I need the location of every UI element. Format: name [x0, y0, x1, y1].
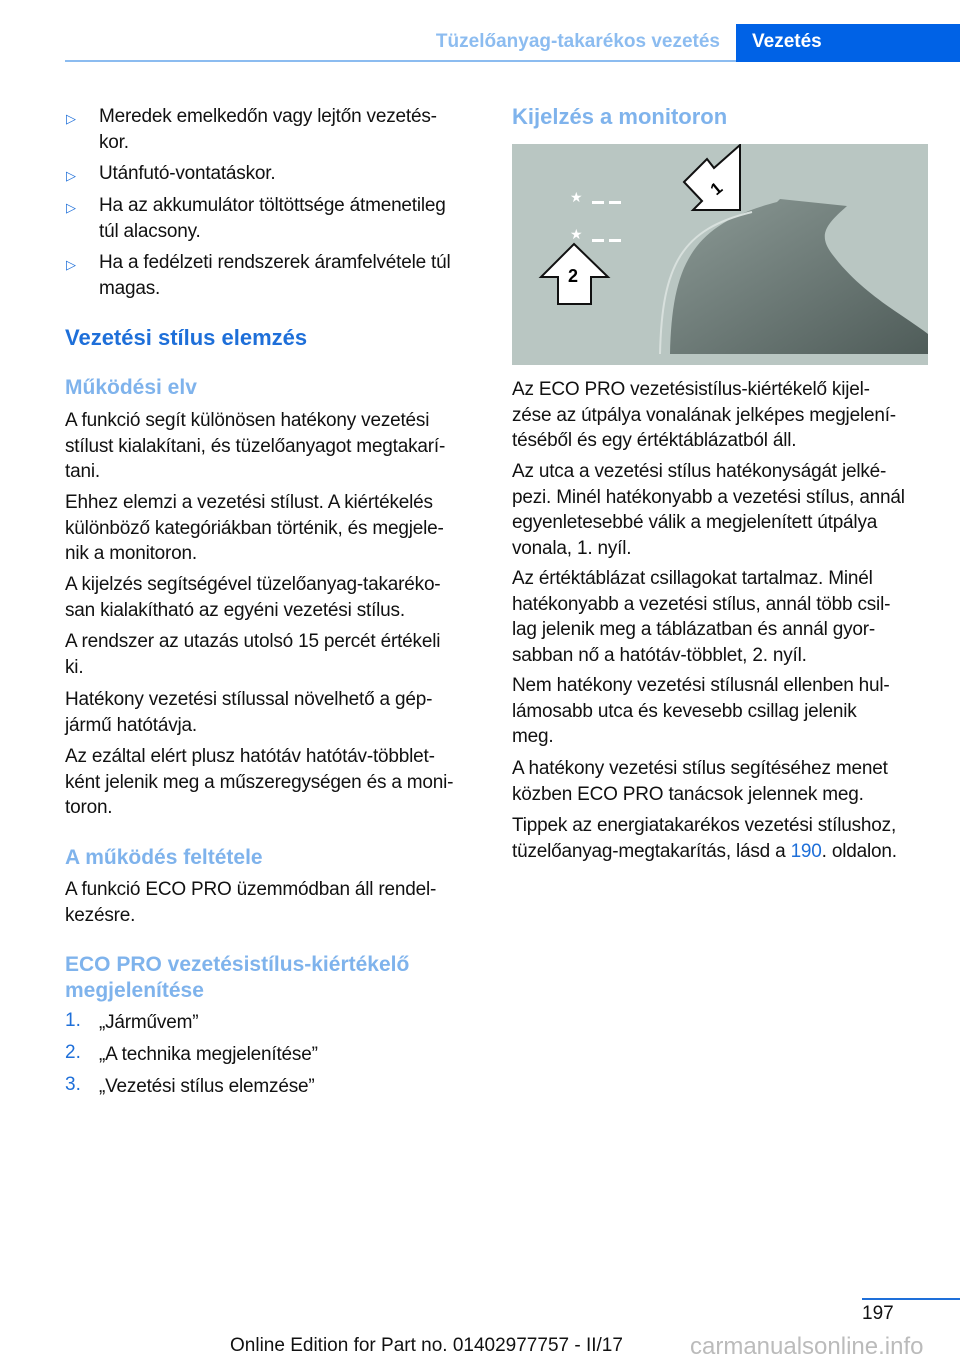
step-number: 3. [65, 1074, 81, 1095]
paragraph: Hatékony vezetési stílussal növelhető a gép- jármű hatótávja. [65, 689, 433, 736]
section-heading: Vezetési stílus elemzés [65, 325, 308, 350]
edition-text: Online Edition for Part no. 01402977757 - II/17 [230, 1335, 623, 1356]
step-number: 1. [65, 1010, 81, 1031]
paragraph: Az ECO PRO vezetésistílus-kiértékelő kijel- zése az útpálya vonalának jelképes megjelení- téséből és egy értéktáblázatból áll. [512, 379, 896, 451]
subsection-heading: Működési elv [65, 376, 197, 399]
bullet-item: Meredek emelkedőn vagy lejtőn vezetés- kor. [99, 106, 437, 153]
paragraph: A funkció segít különösen hatékony vezetési stílust kialakítani, és tüzelőanyagot megtakarí- tani. [65, 410, 446, 482]
paragraph: A hatékony vezetési stílus segítéséhez menet közben ECO PRO tanácsok jelennek meg. [512, 758, 888, 805]
bullet-item: Utánfutó-vontatáskor. [99, 163, 276, 184]
watermark: carmanualsonline.info [690, 1333, 924, 1360]
arrow-2-label: 2 [568, 266, 579, 286]
header-section-title: Tüzelőanyag-takarékos vezetés [435, 31, 720, 52]
paragraph [512, 813, 897, 864]
triangle-right-icon: ▷ [66, 111, 76, 126]
step-number: 2. [65, 1042, 81, 1063]
triangle-right-icon: ▷ [66, 200, 76, 215]
subsection-heading: ECO PRO vezetésistílus-kiértékelő megjelenítése [65, 953, 410, 1002]
footer-rule [862, 1298, 960, 1300]
paragraph: Nem hatékony vezetési stílusnál ellenben hul- lámosabb utca és kevesebb csillag jelenik meg. [512, 675, 890, 747]
paragraph: Ehhez elemzi a vezetési stílust. A kiértékelés különböző kategóriákban történik, és megjele- nik a monitoron. [65, 492, 444, 564]
page-number: 197 [862, 1303, 894, 1324]
paragraph: A kijelzés segítségével tüzelőanyag-takaréko- san kialakítható az egyéni vezetési stílus. [65, 574, 441, 621]
paragraph: Az utca a vezetési stílus hatékonyságát jelké- pezi. Minél hatékonyabb a vezetési stílus, annál egyenletesebbé válik a megjelenített útpálya vonala, 1. nyíl. [512, 461, 905, 559]
eco-pro-display-figure [512, 144, 928, 365]
paragraph: A rendszer az utazás utolsó 15 percét értékeli ki. [65, 631, 441, 678]
triangle-right-icon: ▷ [66, 168, 76, 183]
svg-text:★: ★ [570, 189, 583, 205]
header-chapter-tab: Vezetés [736, 24, 960, 62]
paragraph: Az értéktáblázat csillagokat tartalmaz. Minél hatékonyabb a vezetési stílus, annál több csil- lag jelenik meg a táblázatban és annál gyor- sabban nő a hatótáv-többlet, 2. nyíl. [512, 568, 891, 666]
arrow-1-label: 1 [706, 178, 727, 200]
step-text: „A technika megjelenítése” [99, 1044, 318, 1065]
bullet-item: Ha a fedélzeti rendszerek áramfelvétele túl magas. [99, 252, 451, 299]
section-heading: Kijelzés a monitoron [512, 104, 728, 129]
triangle-right-icon: ▷ [66, 257, 76, 272]
tip-suffix: . oldalon. [821, 840, 897, 862]
tip-text: Tippek az energiatakarékos vezetési stílushoz, tüzelőanyag-megtakarítás, lásd a [512, 815, 897, 862]
step-text: „Járművem” [99, 1012, 199, 1033]
paragraph: A funkció ECO PRO üzemmódban áll rendel- kezésre. [65, 879, 437, 926]
page-link[interactable]: 190 [790, 840, 822, 862]
subsection-heading: A működés feltétele [65, 846, 263, 869]
step-text: „Vezetési stílus elemzése” [99, 1076, 315, 1097]
paragraph: Az ezáltal elért plusz hatótáv hatótáv-többlet- ként jelenik meg a műszeregységen és a moni- toron. [65, 746, 454, 818]
bullet-item: Ha az akkumulátor töltöttsége átmenetileg túl alacsony. [99, 195, 446, 242]
svg-text:★: ★ [570, 226, 583, 242]
